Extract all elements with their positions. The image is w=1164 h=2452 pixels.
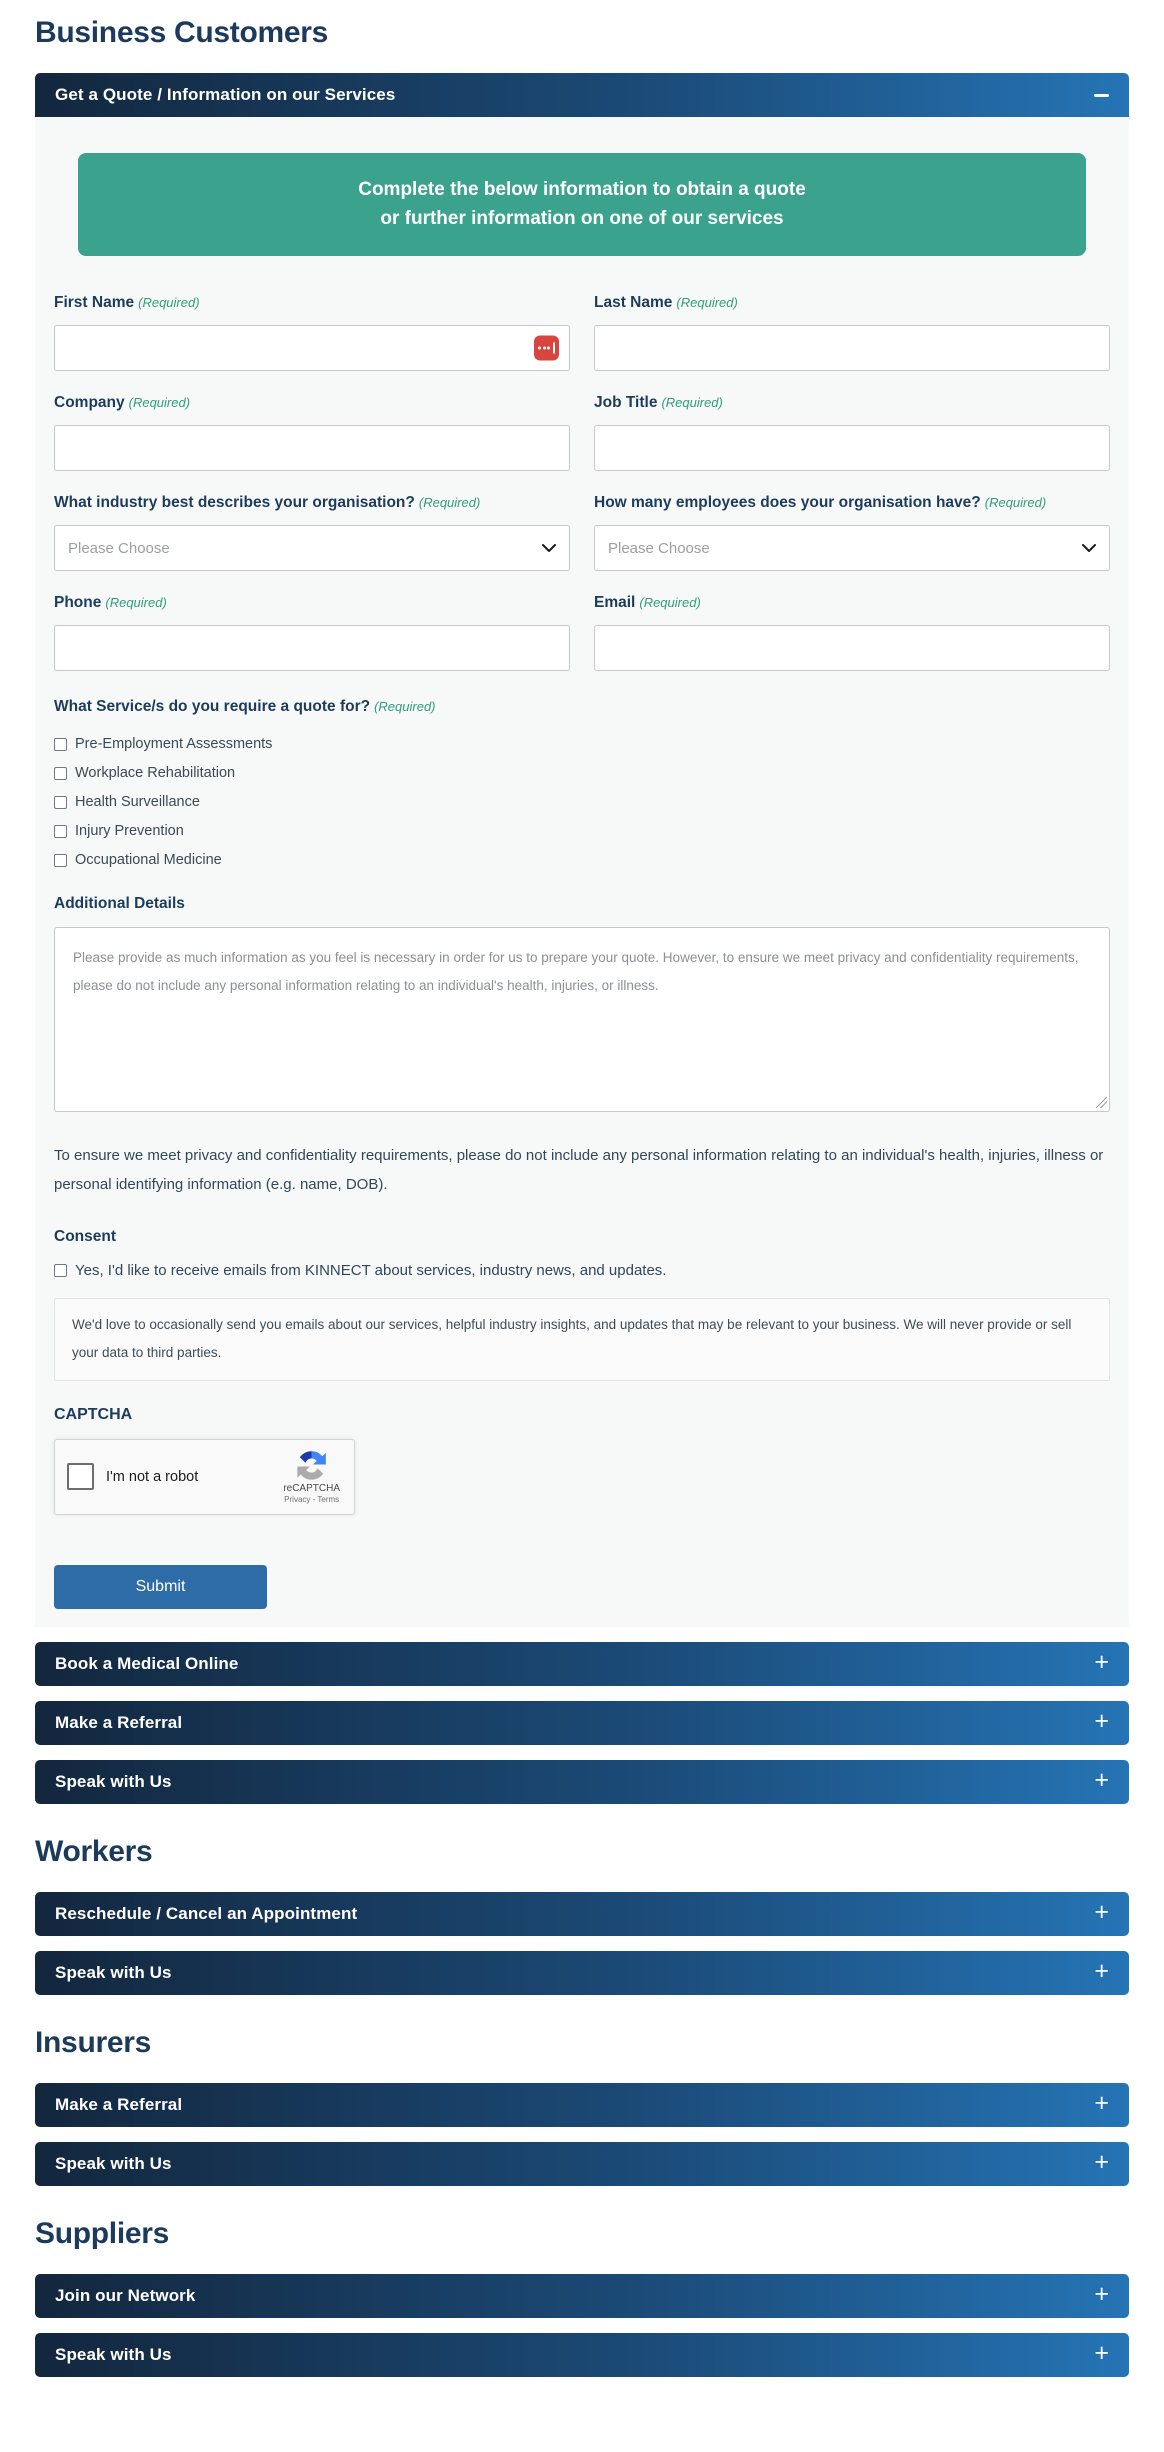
accordion-panel-get-a-quote [35,117,1129,1627]
accordion-title: Book a Medical Online [55,1653,239,1673]
industry-select[interactable] [54,525,570,571]
phone-input[interactable] [54,625,570,671]
accordion-title: Make a Referral [55,2094,183,2114]
plus-icon: + [1094,1707,1109,1736]
accordion-header-speak-with-us-insurers[interactable] [35,2142,1129,2186]
required-tag: (Required) [639,595,701,610]
company-label: Company (Required) [54,394,191,411]
accordion-header-speak-with-us-workers[interactable] [35,1951,1129,1995]
required-tag: (Required) [128,395,191,410]
checkbox-icon[interactable] [54,1264,67,1277]
plus-icon: + [1094,2148,1109,2177]
banner-line-2: or further information on one of our services [380,207,784,229]
industry-label: What industry best describes your organisation? (Required) [54,494,481,511]
phone-label: Phone (Required) [54,594,167,611]
recaptcha-privacy-terms-links[interactable]: Privacy - Terms [284,1494,340,1504]
chevron-down-icon [542,544,556,553]
checkbox-icon[interactable] [54,854,67,867]
accordion-title: Reschedule / Cancel an Appointment [55,1903,358,1923]
first-name-input[interactable] [54,325,570,371]
service-option-workplace-rehabilitation[interactable]: Workplace Rehabilitation [54,765,1110,781]
plus-icon: + [1094,1648,1109,1677]
accordion-header-reschedule-cancel-appointment[interactable] [35,1892,1129,1936]
plus-icon: + [1094,1957,1109,1986]
accordion-title: Get a Quote / Information on our Services [55,85,396,104]
accordion-header-get-a-quote[interactable] [35,73,1129,117]
select-placeholder: Please Choose [68,539,170,557]
checkbox-icon[interactable] [54,796,67,809]
required-tag: (Required) [676,295,738,310]
plus-icon: + [1094,2339,1109,2368]
submit-button[interactable]: Submit [54,1565,267,1609]
service-option-occupational-medicine[interactable]: Occupational Medicine [54,852,1110,868]
email-label: Email (Required) [594,594,701,611]
accordion-header-join-our-network[interactable] [35,2274,1129,2318]
autofill-icon[interactable] [534,336,559,361]
required-tag: (Required) [105,595,167,610]
select-placeholder: Please Choose [608,539,710,557]
required-tag: (Required) [661,395,723,410]
required-tag: (Required) [984,495,1047,510]
employees-label: How many employees does your organisation have? (Required) [594,494,1047,511]
consent-label: Consent [54,1228,116,1245]
recaptcha-logo-icon [296,1450,327,1481]
accordion-title: Make a Referral [55,1712,183,1732]
accordion-title: Speak with Us [55,1962,172,1982]
job-title-input[interactable] [594,425,1110,471]
section-heading-workers: Workers [35,1834,153,1868]
last-name-label: Last Name (Required) [594,294,738,311]
accordion-title: Speak with Us [55,2153,172,2173]
recaptcha-brand: reCAPTCHA [283,1482,340,1494]
required-tag: (Required) [418,495,481,510]
section-heading-business-customers: Business Customers [35,16,329,49]
recaptcha-text: I'm not a robot [106,1468,199,1485]
accordion-header-make-a-referral-insurers[interactable] [35,2083,1129,2127]
privacy-note: To ensure we meet privacy and confidentiality requirements, please do not include any personal information relating to an individual's health, injuries, illness or personal identifying information (e.g. name, DOB). [54,1147,1104,1193]
checkbox-icon[interactable] [54,825,67,838]
accordion-title: Join our Network [55,2285,196,2305]
chevron-down-icon [1082,544,1096,553]
resize-handle[interactable] [1096,1097,1107,1108]
banner-line-1: Complete the below information to obtain a quote [358,179,806,200]
recaptcha-widget [54,1439,355,1515]
accordion-title: Speak with Us [55,2344,172,2364]
service-option-health-surveillance[interactable]: Health Surveillance [54,794,1110,810]
minus-icon [1094,94,1109,97]
required-tag: (Required) [374,699,436,714]
checkbox-icon[interactable] [54,738,67,751]
plus-icon: + [1094,2089,1109,2118]
captcha-label: CAPTCHA [54,1405,133,1423]
company-input[interactable] [54,425,570,471]
accordion-get-a-quote [35,73,1129,1627]
checkbox-icon[interactable] [54,767,67,780]
accordion-header-speak-with-us-business[interactable] [35,1760,1129,1804]
plus-icon: + [1094,1898,1109,1927]
accordion-header-book-a-medical-online[interactable] [35,1642,1129,1686]
job-title-label: Job Title (Required) [594,394,723,411]
consent-checkbox-row[interactable]: Yes, I'd like to receive emails from KINNECT about services, industry news, and updates. [54,1262,1110,1279]
plus-icon: + [1094,1766,1109,1795]
recaptcha-checkbox[interactable] [67,1463,94,1490]
service-option-injury-prevention[interactable]: Injury Prevention [54,823,1110,839]
required-tag: (Required) [138,295,200,310]
email-input[interactable] [594,625,1110,671]
consent-info-box: We'd love to occasionally send you emails about our services, helpful industry insights, and updates that may be relevant to your business. We will never provide or sell your data to third parties. [54,1298,1110,1381]
employees-select[interactable] [594,525,1110,571]
additional-details-label: Additional Details [54,895,185,912]
plus-icon: + [1094,2280,1109,2309]
first-name-label: First Name (Required) [54,294,200,311]
section-heading-insurers: Insurers [35,2025,151,2059]
section-heading-suppliers: Suppliers [35,2216,169,2250]
accordion-header-make-a-referral-business[interactable] [35,1701,1129,1745]
service-option-pre-employment[interactable]: Pre-Employment Assessments [54,736,1110,752]
additional-details-textarea[interactable] [54,927,1110,1112]
accordion-title: Speak with Us [55,1771,172,1791]
last-name-input[interactable] [594,325,1110,371]
accordion-header-speak-with-us-suppliers[interactable] [35,2333,1129,2377]
quote-banner [78,153,1086,256]
services-label: What Service/s do you require a quote for? (Required) [54,698,436,715]
